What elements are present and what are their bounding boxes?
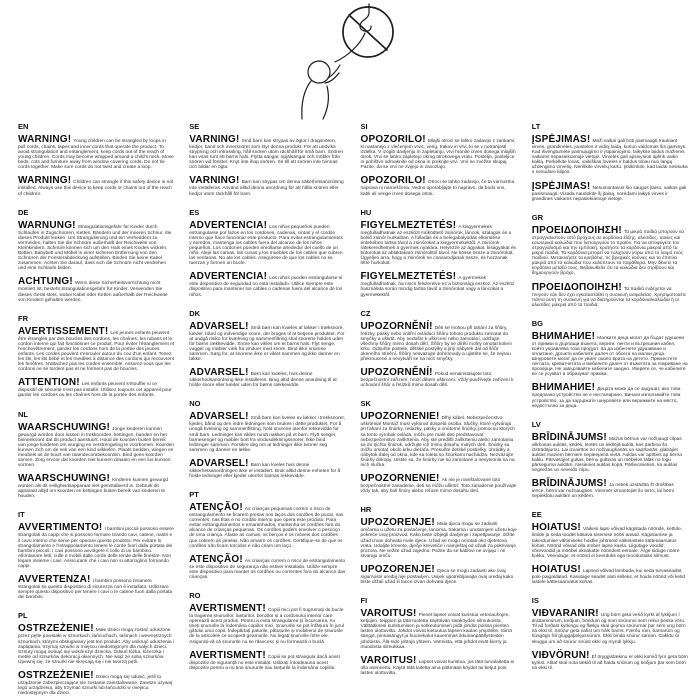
warning-title: ATENÇÃO! xyxy=(189,553,243,565)
warning-body: Децата може да се задушат, ако това предпазно устройство не е инсталирано. Винаги използвайте това устройство, за да задържате шнуровете или верижките на място, недостъпно за деца. xyxy=(531,387,681,409)
warning-block xyxy=(189,221,345,267)
warning-block xyxy=(189,459,345,479)
warning-block xyxy=(189,322,345,363)
column-1 xyxy=(18,120,174,700)
lang-code: DE xyxy=(18,207,29,217)
warning-body: Mazus bērnus var nožņaugt cilpas vilkšanas auklās, ķēdēs, lentēs un iekšējā auklā, kas darbina šo izstrādājumu. Lai izvairītos no nožņaugšanās un sapīšanās, glabājiet auklas maziem bērniem nepieejamā vietā. Auklas var aptīties ap bērna kaklu. Pārvietojiet gultas, bērnu gultiņas un mēbeles tālāk no logu pārseguma auklām. Nesieniet auklas kopā. Pārliecinieties, ka auklas negriežas un neveido cilpu. xyxy=(531,436,682,474)
warning-block xyxy=(532,609,688,644)
warning-body: Nesumontavus šio saugos įtaiso, vaikas gali pasismaugti. Visada naudokite šį įtaisą, norėdami laikyti virves ir grandines vaikams nepasiekiamoje vietoje. xyxy=(531,185,687,202)
warning-block xyxy=(361,322,517,363)
warning-block xyxy=(189,135,345,170)
prohibition-circle-icon xyxy=(343,7,393,57)
section-de xyxy=(18,208,174,303)
section-lt xyxy=(532,122,688,202)
warning-block xyxy=(361,135,517,170)
warning-block xyxy=(18,671,174,696)
warning-body: Copiii mici pot fi sugrumați de bucle la tragerea șnururilor, lanțurilor, benzilor și a cordonului interior care operează acest produs. Pentru a evita strangularea și încurcarea, nu țineți șnururile la îndemâna copiilor mici. Șnururile se pot înfășura în jurul gâtului unui copil. Îndepărtați paturile, pătuțurile și mobilierul de șnururile de la articolele ce acoperă geamurile. Nu legați șnururile între ele. Asigurați-vă că șnururile nu se răsucesc și nu formează o buclă. xyxy=(189,608,344,645)
lang-code: NO xyxy=(189,399,201,409)
warning-title: ACHTUNG! xyxy=(18,276,73,288)
warning-block xyxy=(361,272,517,297)
lang-code: IT xyxy=(18,510,25,520)
warning-title: VIÐVARANIR! xyxy=(531,608,599,620)
warning-title: VAROITUS! xyxy=(360,654,417,666)
lang-code: FI xyxy=(360,596,368,606)
warning-body: As crianças pequenas correm o risco de estrangulamento se ficarem presas nos laços dos cordões de puxar, nas correntes, nas fitas e no cordão interno que opera este produto. Para evitar estrangulamentos e emaranhados, mantenha os cordões fora do alcance de crianças pequenas. Os cordões podem envolver o pescoço de uma criança. Afaste as camas, os berços e os móveis dos cordões que cobrem as janelas. Não amarre os cordões. Certifique-se de que os cordões não ficam torcidos e não criam um laço. xyxy=(189,507,344,549)
strangulation-hazard-illustration xyxy=(243,2,431,120)
warning-body: Lapset voivat kuristua, jos tätä turvalaitetta ei olla asennettu. Käytä tätä laitetta aina pitämään köydet tai ketjut pois lasten ulottuvilta. xyxy=(360,659,515,676)
section-gr xyxy=(532,213,688,308)
warning-block xyxy=(189,503,345,549)
lang-code: EN xyxy=(18,122,29,131)
warning-title: WARNING! xyxy=(18,175,72,187)
warning-block xyxy=(532,433,688,474)
warning-body: Wenn diese Sicherheitsvorrichtung nicht montiert ist, besteht Strangulationsgefahr für Kinder. Verwenden Sie dieses Gerät stets, wobei Kabel oder Ketten außerhalb der Reichweite von Kindern gehalten werden. xyxy=(18,281,168,303)
section-sk xyxy=(361,399,517,494)
warning-block xyxy=(18,135,174,170)
warning-block xyxy=(532,135,688,176)
warning-body: Mlajši otroci se lahko zadavijo z zankami, ki nastanejo z vlečenjem vrvic, verig, trakov in vrvi, ki se v notranjosti izdelka. V izogib davljenju in zapletanju, vrvi hranite izven dosega mlajših otrok. Vrvi se lahko zapletejo okrog otrokovega vratu. Postelje, posteljice in pohištvo odmaknite od okna in prekrijte vrvi. Vrvi ne zvežite skupaj. Pazite, da se vrvi ne zvijejo in zavozlajo. xyxy=(360,139,516,171)
warning-body: Små barn kan strypas av öglor i dragsnören, kedjor, band och innersnöret som styr denna produkt. För att undvika strypning och intrassling, håll snören utom räckhåll för små barn. Snören kan viras runt ett barns hals. Flytta sängar, spjälsängar och möbler från snören vid fönster. Knyt inte ihop snören. Se till att snören inte tvinnas och bildar en ögla. xyxy=(189,139,344,171)
warning-block xyxy=(18,523,174,569)
warning-title: ВНИМАНИЕ! xyxy=(531,330,596,342)
warning-body: Dlhý kábel. Nebezpečenstvo uškrtenia! Montáž musí vykonať dospelá osoba. Slučky, ktoré vytvárajú pri ťahaní za šnúrky, retiazky, pásky a vnútorné šnúrky, pomocou ktorých sa tento výrobok ovláda, môžu pre malé deti predstavovať nebezpečenstvo zaškrtenia. Aby ste predišli zaškrteniu alebo zamotaniu sa do týchto šnúrok, udržujte ich mimo dosahu malých detí. Šnúrky sa môžu omotať okolo krku dieťaťa. Presuňte detské postieľky, ohrádky a nábytok ďalej od okna, kde sa roleta so šnúrkami nachádza. Nezväzujte šnúrky dokopy. Uistite sa, že šnúrky nie sú zamotané a nevytvorila sa na nich slučka. xyxy=(360,416,515,469)
warning-block xyxy=(18,474,174,499)
warning-body: I bambini possono rimanere strangolati se questo dispositivo di sicurezza non è installato. Utilizzare sempre questo dispositivo per tenere i cavi o le catene fuori dalla portata dei bambini. xyxy=(18,579,173,601)
warning-body: Małe dzieci mogą zostać uduszone przez pętle powstałe w sznurkach, łańcuchach, taśmach i wewnętrznych sznurkach, którymi obsługiwany jest ten produkt. Aby uniknąć uduszenia i zaplątania, trzymaj sznurki w miejscu niedostępnym dla małych dzieci. Sznury mogą owinąć się wokół szyi dziecka. Odsuń łóżka, łóżeczka i meble od sznurków dekoracji okiennych. Nie wiąż ze sobą sznurków. Upewnij się, że sznurki nie skręcają się i nie tworzą pętli. xyxy=(18,628,174,665)
warning-block xyxy=(361,609,517,650)
warning-title: FIGYELMEZTETÉS! xyxy=(360,219,457,231)
warning-title: OPOZORILO! xyxy=(360,134,426,145)
lang-code: PL xyxy=(18,611,28,621)
warning-title: AVERTISMENT! xyxy=(189,649,266,661)
warning-block xyxy=(361,412,517,468)
warning-block xyxy=(532,651,688,671)
warning-title: OSTRZEŻENIE! xyxy=(18,623,94,635)
warning-block xyxy=(18,221,174,272)
section-no xyxy=(189,399,345,479)
warning-body: Ak nie je nainštalované toto bezpečnostné zariadenie, deti sa môžu uškrtiť. Toto zariadenie používajte vždy tak, aby boli šnúry alebo reťaze mimo dosahu detí. xyxy=(360,478,517,495)
section-is xyxy=(532,596,688,671)
lang-code: HU xyxy=(360,207,372,217)
warning-block xyxy=(361,176,517,196)
lang-code: DK xyxy=(189,308,201,318)
warning-title: HOIATUS! xyxy=(531,522,581,534)
warning-body: Väikesi lapsi võivad kägistada nööride, kettide, lintide ja seda toodet käitava sisemise nööri aasad. Kägistamise ja takerdumise vältimiseks hoidke juhtmeid väikelastele kättesaamatus kohas. Nöörid võivad olla ümber lapse kaela. Liigutage voodid, võrevoodid ja mööbel aknakatte nööridest eemale. Ärge siduge nööre kokku. Veenduge, et nöörid ei keerduks ega moodustaks silmust. xyxy=(531,527,683,559)
warning-block xyxy=(532,332,688,378)
warning-body: Τα παιδιά ενδέχεται να πνιγούν εάν δεν έχει εγκατασταθεί η συσκευή ασφαλείας. Χρησιμοποιείτε πάντα αυτή τη συσκευή για να διατηρούνται τα κορδόνια/καλώδια ή οι αλυσίδες μακριά από τα παιδιά. xyxy=(531,286,687,308)
warning-body: Τα μικρά παιδιά μπορούν να στραγγαλιστούν από βρόχους σε κορδόνια έλξης, αλυσίδες, ταινίες και εσωτερικά καλώδια που λειτουργούν το προϊόν. Για να αποφύγετε τον στραγγαλισμό και την εμπλοκή, κρατήστε τα κορδόνια μακριά από τα μικρά παιδιά. Τα κορδόνια μπορεί να τυλιχτούν γύρω από το λαιμό ενός παιδιού. Μετακινήστε τα κρεβάτια, τις βρεφικές κούνιες και τα έπιπλα μακριά από τα καλώδια που καλύπτουν τα παράθυρα. Μην δένετε τα κορδόνια μεταξύ τους. Βεβαιωθείτε ότι τα καλώδια δεν στρίβουν και δημιουργούν βρόχο. xyxy=(531,229,685,277)
section-pl xyxy=(18,611,174,696)
lang-code: GR xyxy=(531,212,543,222)
section-se xyxy=(189,122,345,197)
warning-block xyxy=(532,226,688,277)
warning-title: ADVARSEL! xyxy=(189,411,249,423)
lang-code: EE xyxy=(531,510,542,520)
warning-body: Lapsed võivad lämbuda, kui seda turvaseadist pole paigaldatud. Kasutage seadet alati selleks, et hoida nöörid või ketid lastele kättesaamatus kohas. xyxy=(531,568,686,586)
warning-title: ĮSPĖJIMAS! xyxy=(531,180,591,192)
warning-body: Малките деца могат да бъдат удушени от примки в дърпащи въжета, вериги, ленти и вътрешния кабел, който управлява този продукт. За да избегнете удушаване и оплитане, дръжте кабелите далеч от обсега на малки деца. Шнуровете могат да се увият около врата на детето. Преместете леглата, креватчетата и мебелите далеч от въжетата за покриване на прозорци. Не завързвайте кабелите заедно. Уверете се, че кабелите не се усукват и образуват примка. xyxy=(531,335,688,378)
warning-block xyxy=(18,624,174,665)
warning-body: Pokud nenainstalujete toto bezpečnostní zařízení, hrozí dětem uškrcení. Vždy používejte zařízení k uchování šňůr a řetízků mimo dosah dětí. xyxy=(360,372,514,389)
warning-title: AVERTISMENT! xyxy=(189,603,266,615)
warning-title: BRĪDINĀJUMS! xyxy=(531,431,607,443)
warning-title: VAROITUS! xyxy=(360,608,417,620)
warning-block xyxy=(189,176,345,196)
warning-title: UPOZORNENIE! xyxy=(360,411,440,423)
warning-block xyxy=(361,474,517,494)
warning-body: Ef öryggistækinu er ekki komið fyrir geta börn kyrkst. Alltaf skal nota tækið til að halda snúrum og keðjum þar sem börn ná ekki til. xyxy=(531,654,688,671)
warning-block xyxy=(189,651,345,671)
warning-body: Barn kan strypas om denna säkerhetsanordning inte installeras. Använd alltid denna anordning för att hålla snören eller kedjor utom räckhåll för barn. xyxy=(189,180,344,197)
lang-code: CZ xyxy=(360,308,371,318)
warning-block xyxy=(532,182,688,202)
section-hr xyxy=(361,505,517,585)
warning-title: ADVERTENCIA! xyxy=(189,271,268,283)
section-en xyxy=(18,122,174,197)
warning-block xyxy=(189,368,345,388)
warning-body: Ung börn geta verið kyrkt af lykkjum í dráttarsnúrum, keðjum, böndum og innri snúrunni sem rekur þessa vöru. Til að forðast kyrkingu og flækju skal geyma snúrurnar þar sem ung börn ná ekki til. Snúrur geta vafist um háls barns. Færðu rúm, barnarúm og húsgögn frá gluggaþekjusnúrum. Ekki binda snúrur saman. Gakktu úr skugga um að snúrur snúist ekki og myndi lykkju. xyxy=(531,613,686,645)
warning-title: ATTENTION! xyxy=(18,377,80,389)
warning-title: ADVARSEL! xyxy=(189,367,249,379)
warning-block xyxy=(361,565,517,585)
warning-block xyxy=(532,523,688,558)
warning-title: UPOZORNĚNÍ! xyxy=(360,367,433,379)
warning-title: OSTRZEŻENIE! xyxy=(18,669,94,681)
warning-title: WAARSCHUWING! xyxy=(18,421,111,433)
section-ro xyxy=(189,591,345,671)
warning-body: Jonge kinderen kunnen gewurgd worden door lussen in trekkoorden, kettingen, banden en het binnenkoord dat dit product aanstuurt. Houd de koorden buiten bereik van jonge kinderen om wurging en verstrengeling te voorkomen. Koorden kunnen zich om de nek van een kind wikkelen. Plaats bedden, wiegen en meubels uit de buurt van raamdecoratiekoorden. Bind geen koorden samen. Zorg ervoor dat koorden niet kunnen draaien en een lus kunnen vormen. xyxy=(18,426,174,469)
warning-body: Děti se mohou při tahání za šňůry, řetízky, pásky nebo vnitřní ovládací šňůru tohoto produktu zamotat do smyčky a uškrtit. Aby nedošlo k uškrcení nebo zamotání, udržujte všechny šňůry mimo dosah dětí. Šňůry by se dítěti mohly omotat kolem krku. Odsuňte postele, dětské postýlky a jiný nábytek dál od šňůr okenního stínění. Šňůry nesvazujte dohromady a ujistěte se, že nejsou překroucené a nevytváří se na nich smyčky. xyxy=(360,325,512,363)
lang-code: BG xyxy=(531,318,543,328)
warning-block xyxy=(532,283,688,308)
warning-block xyxy=(18,327,174,373)
lang-code: LT xyxy=(531,122,541,131)
warning-title: VIÐVÖRUN! xyxy=(531,649,590,661)
warning-body: Young children can be strangled by loops in pull cords, chains, tapes and inner cords that operate the product. To avoid strangulation and entanglement, keep cords out of the reach of young children. Cords may become wrapped around a child's neck. Move beds, cots and furniture away from window covering cords. Do not tie cords together. Make sure cords do not twist and create a loop. xyxy=(18,139,174,171)
section-cz xyxy=(361,309,517,389)
warning-body: As crianças correm o risco de estrangulamento se este dispositivo de segurança não estiver instalado. Utilize sempre este dispositivo para manter os cordões ou correntes fora do alcance das crianças. xyxy=(189,558,346,580)
warning-title: HOIATUS! xyxy=(531,563,581,575)
warning-body: A kisgyermekek megfulladhatnak az eszközt működtető zsinórok, láncok, szalagok és a belső zsinór hurkaiban. A fulladás és a belegabalyodás elkerülése érdekében tartsa távol a zsinórokat a kisgyermekektől. A zsinórok rátekeredhetnek a gyermek nyakára. Helyezze az ágyakat, kiságyakat és bútorokat az ablaktakaró zsinóroktól távol. Ne kösse össze a zsinórokat. Ügyeljen arra, hogy a zsinórok ne csavarodjanak össze, és hozzanak létre hurkokat. xyxy=(360,224,516,267)
child-figure-icon xyxy=(302,61,340,119)
section-si xyxy=(361,122,517,197)
warning-title: AVVERTENZA! xyxy=(18,574,91,586)
section-it xyxy=(18,510,174,600)
lang-code: RO xyxy=(189,591,201,601)
warning-body: Børn kan kvæles, hvis denne sikkerhedsanordning ikke installeres. Brug altid denne anordning til at holde snore eller kæder uden for børns rækkevidde. xyxy=(189,372,337,389)
warning-block xyxy=(18,176,174,196)
warning-block xyxy=(189,272,345,297)
section-es xyxy=(189,208,345,298)
warning-block xyxy=(18,378,174,398)
warning-block xyxy=(361,221,517,267)
column-4 xyxy=(532,120,688,677)
warning-title: OPOZORILO! xyxy=(360,175,426,187)
warning-body: Djeca se mogu zadaviti ako ovaj sigurnosni uređaj nije postavljen. Uvijek upotrebljavajte ovaj uređaj kako biste držali užad ili lance izvan dohvata djece. xyxy=(360,568,514,586)
column-2 xyxy=(189,120,345,677)
warning-body: Kinderen kunnen gewurgd worden als dit veiligheidsapparaat niet geïnstalleerd is. Gebruik dit apparaat altijd om koorden en kettingen buiten bereik van kinderen te houden. xyxy=(18,478,169,500)
section-pt xyxy=(189,490,345,580)
warning-body: Barn kan kveles hvis denne sikkerhetsanordningen ikke er installert. Bruk alltid denne enheten for å holde ledninger eller kjeder utenfor barnas rekkevidde. xyxy=(189,462,341,479)
warning-title: VARNING! xyxy=(189,134,240,145)
warning-block xyxy=(361,368,517,388)
warning-title: ВНИМАНИЕ! xyxy=(531,382,596,394)
warning-title: UPOZORENJE! xyxy=(360,517,435,529)
warning-block xyxy=(189,604,345,645)
section-dk xyxy=(189,309,345,389)
lang-code: IS xyxy=(531,596,539,606)
warning-body: Los niños pequeños pueden estrangularse por lazos en los cordones, cadenas, cintas y el cordón interno que hace funcionar este producto. Para evitar estrangulamientos y enredos, mantenga los cables fuera del alcance de los niños pequeños. Los cordones pueden enrollarse alrededor del cuello de un niño. Aleje las camas, las cunas y los muebles de los cables que cubren las ventanas. No ate los cables. Asegúrese de que los cables no se tuerzan y formen un bucle. xyxy=(189,224,343,267)
warning-title: WAARSCHUWING! xyxy=(18,473,111,485)
warning-block xyxy=(532,383,688,408)
section-ee xyxy=(532,510,688,585)
warning-title: ΠΡΟΕΙΔΟΠΟΙΗΣΗ! xyxy=(531,281,622,293)
warning-body: Maži vaikai gali būti pasmaugti traukiant virves, grandinėles, juosteles ir vidinį laidą, kuriuo valdomas šis gaminys. Kad išvengtumėte pasmaugimo ir įsipainiojimo, laikykite laidus mažiems vaikams nepasiekiamoje vietoje. Virvelės gali apsivynioti aplink vaiko kaklą. Perkelkite lovas, vaikiškas loveles ir baldus toliau nuo langų uždengimo virvelių. Neriškite virvelių kartu. Įsitikinkite, kad laidai nesisuka ir nesudaro kilpos. xyxy=(531,139,688,176)
warning-body: Ja netiek uzstādīta šī drošības ierīce, bērni var nožņaugties. Vienmēr izmantojiet šo ierīci, lai bērni nepiekļūtu auklām un ķēdēm. xyxy=(531,483,675,500)
lang-code: ES xyxy=(189,207,200,217)
warning-block xyxy=(18,575,174,600)
warning-body: Les jeunes enfants peuvent être étranglés par des boucles des cordons, les chaînes, les rubans et le cordon interne qui fait fonctionner ce produit. Pour éviter l'étranglement et l'enchevêtrement, gardez les cordons hors de la portée des jeunes enfants. Les cordes peuvent s'enrouler autour du cou d'un enfant. Tenez les lits, les lits bébé et les meubles à distance des cordons qui recouvrent les fenêtres. N'attachez pas les cordes ensemble. Assurez-vous que les cordons ne se tordent pas et ne forment pas de boucles. xyxy=(18,330,175,373)
section-fi xyxy=(361,596,517,676)
warning-title: ADVARSEL! xyxy=(189,457,249,469)
warning-body: Pienet lapset voivat kuristua vetonauhojen, ketjujen, teippien ja tätä tuotetta käyttävän sisäköyden silmukoista. Välttääksesi kuristumisen ja sotkeutumisen pidä johdot poissa pienten lasten ulottuvilta. Johdot voivat kietoutua lapsen kaulan ympärille. Siirrä sängyt, pinnasängyt ja huonekalut kauemmas ikkunanpäällysteiden johdoista. Älä sido johtoja yhteen. Varmista, että johdot eivät kierry ja muodosta silmukkaa. xyxy=(360,613,512,650)
warning-body: Copiii se pot strangula dacă acest dispozitiv de siguranță nu este instalat. Utilizați întotdeauna acest dispozitiv pentru a nu ține șnururile sau lanțurile la îndemâna copiilor. xyxy=(189,654,340,671)
warning-block xyxy=(18,277,174,302)
lang-code: SE xyxy=(189,122,200,131)
section-nl xyxy=(18,410,174,500)
warning-title: UPOZORNĚNÍ! xyxy=(360,320,433,332)
lang-code: SI xyxy=(360,122,368,131)
warning-title: ATENÇÃO! xyxy=(189,502,243,514)
lang-code: HR xyxy=(360,505,372,515)
warning-body: Los niños pueden estrangularse si este dispositivo de seguridad no está instalado. Utilice siempre este dispositivo para mantener los cables o cadenas fuera del alcance de los niños. xyxy=(189,276,343,298)
warning-title: ADVARSEL! xyxy=(189,320,249,332)
section-hu xyxy=(361,208,517,298)
warning-body: Mala djeca mogu se zadaviti omčama u užetu za povlačenje, lancima, trakama i unutarnjem užetu koje pokreće ovaj proizvod. Kako biste izbjegli davljenje i zapetljavanje, držite užad izvan dohvata male djece. Užad se mogu omotati oko djetetova vrata. Udaljite krevete, dječje krevetiće i namještaj od užadi za pokrivanje prozora. Ne vežite užad zajedno. Pazite da se kablovi ne uvijaju i ne stvaraju omču. xyxy=(360,522,517,559)
warning-block xyxy=(361,656,517,676)
warning-title: ADVERTENCIA! xyxy=(189,219,268,231)
lang-code: SK xyxy=(360,399,371,409)
warning-body: Små barn kan kveles av løkker i trekksnorer, kjeder, bånd og den indre ledningen som brukes i dette produktet. For å unngå kvelning og sammenfiltring, hold snorene utenfor rekkevidde for små barn. Ledninger kan vikles rundt nakken på et barn. Flytt senger, barnesenger og møbler bort fra vindusdekningssnorer. Ikke bind ledninger sammen. Forsikre deg om at ledninger ikke tvinner seg sammen og danner en løkke. xyxy=(189,416,346,453)
warning-block xyxy=(189,412,345,453)
language-columns xyxy=(18,120,688,700)
warning-title: UPOZORENJE! xyxy=(360,563,435,575)
warning-body: A gyermekek megfulladhatnak, ha nincs felszerelve ez a biztonsági eszköz. Az eszköz használata során mindig tartsa távol a zsinórokat vagy a láncokat a gyermekektől. xyxy=(360,276,515,298)
warning-body: Dzieci mogą się udusić, jeśli to urządzenie zabezpieczające nie zostanie zainstalowane. Zawsze używaj tego urządzenia, aby trzymać sznurki lub łańcuszki w miejscu niedostępnym dla dzieci. xyxy=(18,674,173,697)
warning-block xyxy=(532,565,688,585)
warning-body: Små børn kan kvæles af løkker i træksnore, kæder, bånd og indvendige snore, der bruges til at betjene produktet. For at undgå risiko for kvælning og sammenfiltring skal snorene holdes uden for børns rækkevidde. Snore kan vikles om et barns hals. Flyt senge, vugger og møbler væk fra vinduer med snore. Bind ikke snorene sammen. Sørg for, at snorene ikke er viklet sammen og ikke danner en løkke. xyxy=(189,325,345,363)
warning-block xyxy=(532,479,688,499)
warning-title: FIGYELMEZTETÉS! xyxy=(360,271,457,283)
warning-title: AVVERTIMENTO! xyxy=(18,522,103,534)
warning-title: ΠΡΟΕΙΔΟΠΟΙΗΣΗ! xyxy=(531,224,622,236)
section-lv xyxy=(532,420,688,500)
warning-title: ĮSPĖJIMAS! xyxy=(531,134,591,145)
lang-code: LV xyxy=(531,419,541,429)
lang-code: NL xyxy=(18,409,28,419)
warning-block xyxy=(189,555,345,580)
warning-block xyxy=(18,423,174,469)
lang-code: PT xyxy=(189,490,199,500)
warning-title: VARNING! xyxy=(189,175,240,187)
warning-body: Otroci se lahko zadavijo, če ta varnostna naprava ni nameščena. Vedno uporabljajte to napravo, da bodo vrvi, kabli ali verige izven dosega otrok. xyxy=(360,180,515,197)
lang-code: FR xyxy=(18,313,28,323)
column-3 xyxy=(361,120,517,682)
section-fr xyxy=(18,314,174,399)
warning-title: UPOZORNENIE! xyxy=(360,473,440,485)
warning-body: Strangulationsgefahr für Kinder durch Schlaufen in Zugschnüren, Ketten, Bändern und der inneren Schnur, die dieses Produkt lenken. Um Strangulierung und ein Verheddern zu vermeiden, halten Sie die Schnüre außerhalb der Reichweite von Kleinkindern. Schnüre können sich um den Hals eines Kindes wickeln. Betten, Babybett und Möbel in einer sicheren Entfernung von den Schnüren der Fensterabdeckung aufstellen. Binden Sie keine Kabel zusammen. Achten Sie darauf, dass sich die Schnüre nicht verdrehen und eine Schlaufe bilden. xyxy=(18,224,172,272)
warning-body: Les enfants peuvent s'étouffer si ce dispositif de sécurité n'est pas installé. Utilisez toujours cet appareil pour garder les cordons ou les chaînes hors de la portée des enfants. xyxy=(18,382,172,399)
warning-body: Children can strangle if this safety device is not installed. Always use this device to keep cords or chains out of the reach of children. xyxy=(18,180,174,197)
section-bg xyxy=(532,319,688,409)
warning-block xyxy=(361,518,517,559)
warning-title: WARNING! xyxy=(18,134,72,145)
warning-body: I bambini piccoli possono essere strangolati da cappi che si possono formare tirando cavi, catene, nastri e il cavo interno che serve per operare questo prodotto. Per evitare lo strangolamento e l'intrappolamento tenere le corde fuori dalla portata dei bambini piccoli. I cavi possono avvolgere il collo di un bambino. Allontanare letti, culle e mobili dalle corde delle tende delle finestre. Non legare insieme i cavi. Assicurarsi che i cavi non si attorciglino formando cappi. xyxy=(18,527,174,570)
warning-title: AVERTISSEMENT! xyxy=(18,325,109,337)
warning-title: WARNUNG! xyxy=(18,219,76,231)
warning-title: BRĪDINĀJUMS! xyxy=(531,478,607,490)
